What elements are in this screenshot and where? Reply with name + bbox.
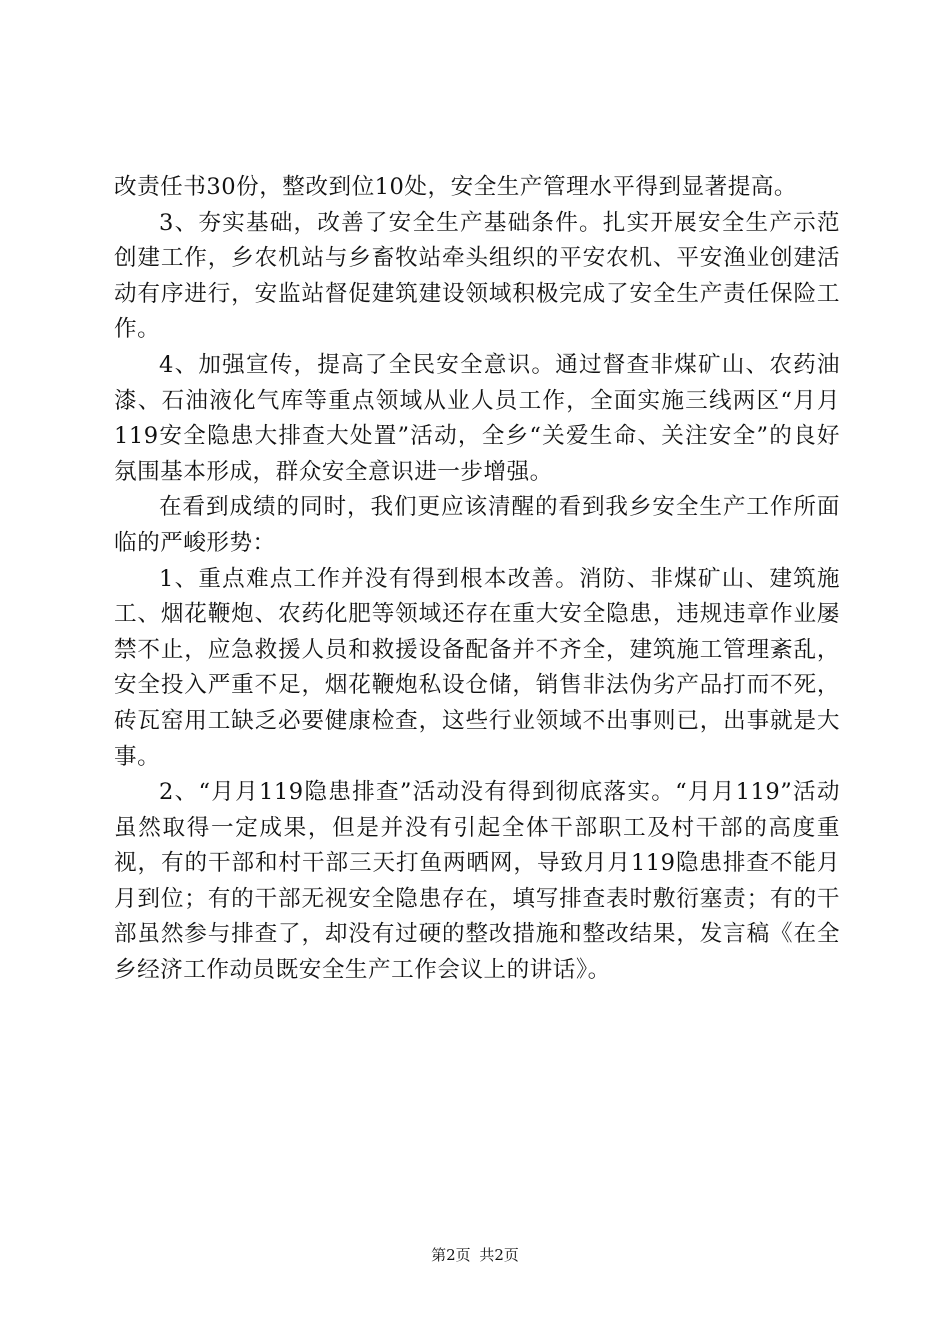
page-total: 共2页: [479, 1246, 519, 1264]
paragraph-3: 4、加强宣传，提高了全民安全意识。通过督查非煤矿山、农药油漆、石油液化气库等重点领域从业人员工作，全面实施三线两区“月月119安全隐患大排查大处置”活动，全乡“关爱生命、关注安全”的良好氛围基本形成，群众安全意识进一步增强。: [114, 351, 840, 485]
paragraph-2: 3、夯实基础，改善了安全生产基础条件。扎实开展安全生产示范创建工作，乡农机站与乡畜牧站牵头组织的平安农机、平安渔业创建活动有序进行，安监站督促建筑建设领域积极完成了安全生产责任保险工作。: [114, 209, 840, 343]
page-footer: [0, 1245, 950, 1265]
document-body: [114, 170, 840, 989]
paragraph-1: 改责任书30份，整改到位10处，安全生产管理水平得到显著提高。: [114, 174, 798, 200]
page-number: 第2页: [431, 1246, 471, 1264]
paragraph-6: 2、“月月119隐患排查”活动没有得到彻底落实。“月月119”活动虽然取得一定成果，但是并没有引起全体干部职工及村干部的高度重视，有的干部和村干部三天打鱼两晒网，导致月月119隐患排查不能月月到位；有的干部无视安全隐患存在，填写排查表时敷衍塞责；有的干部虽然参与排查了，却没有过硬的整改措施和整改结果，发言稿《在全乡经济工作动员既安全生产工作会议上的讲话》。: [114, 779, 840, 984]
paragraph-5: 1、重点难点工作并没有得到根本改善。消防、非煤矿山、建筑施工、烟花鞭炮、农药化肥等领域还存在重大安全隐患，违规违章作业屡禁不止，应急救援人员和救援设备配备并不齐全，建筑施工管理紊乱，安全投入严重不足，烟花鞭炮私设仓储，销售非法伪劣产品打而不死，砖瓦窑用工缺乏必要健康检查，这些行业领域不出事则已，出事就是大事。: [114, 565, 840, 770]
paragraph-4: 在看到成绩的同时，我们更应该清醒的看到我乡安全生产工作所面临的严峻形势：: [114, 494, 840, 556]
